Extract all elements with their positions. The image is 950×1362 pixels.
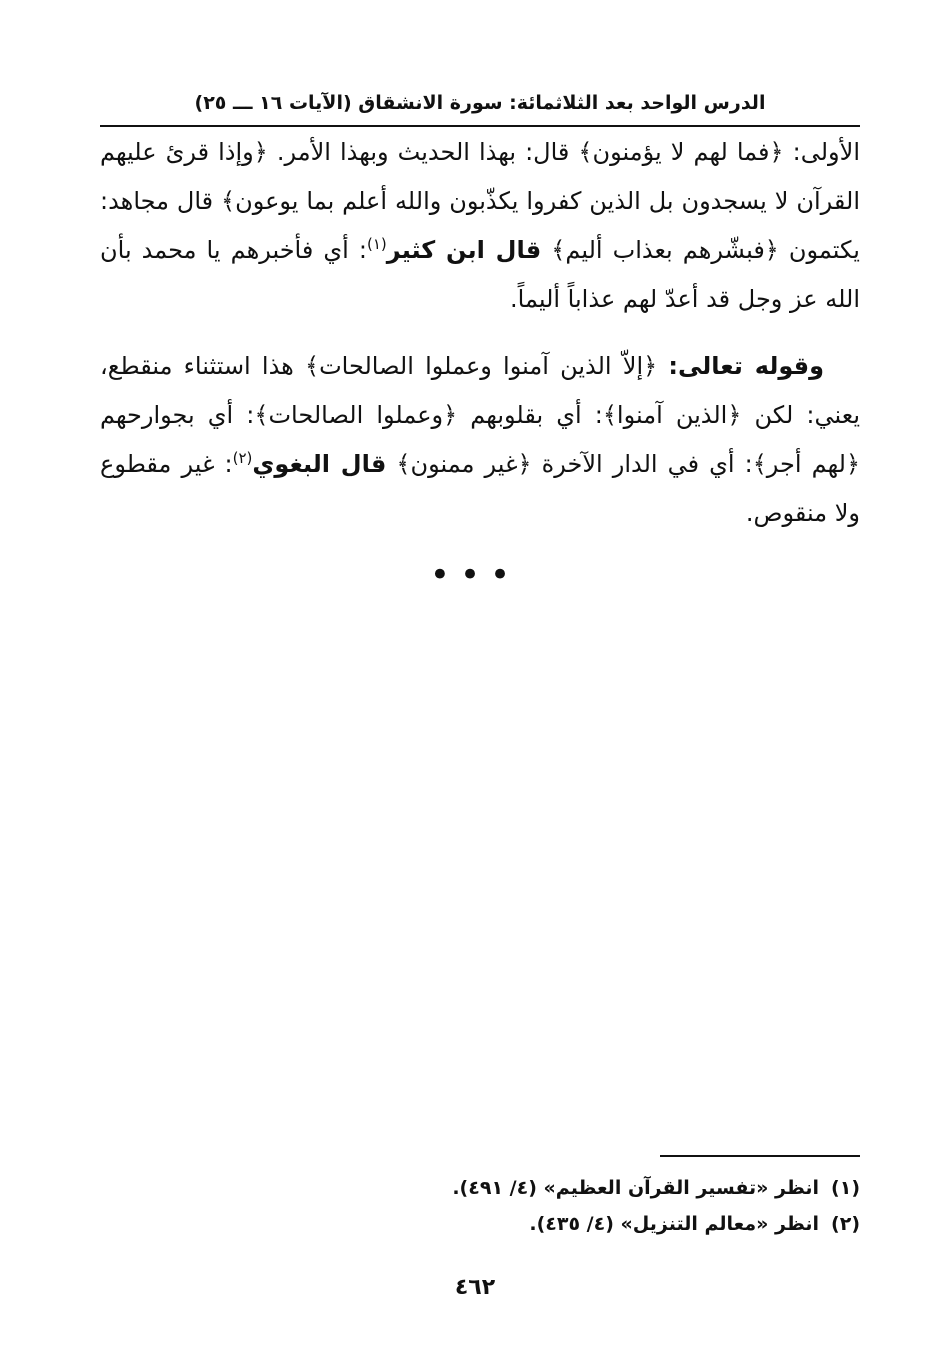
footnote-rule (660, 1155, 860, 1157)
header-rule (100, 125, 860, 127)
paragraph-2 (100, 342, 860, 538)
footnote-number: (١) (831, 1177, 860, 1199)
running-header: الدرس الواحد بعد الثلاثمائة: سورة الانشقاق (الآيات ١٦ ـــ ٢٥) (194, 92, 766, 114)
paragraph-1 (100, 128, 860, 324)
section-separator: ••• (429, 555, 521, 595)
body-text (100, 128, 860, 538)
paragraph-1-text-b: : أي فأخبرهم يا محمد بأن الله عز وجل قد أعدّ لهم عذاباً أليماً. (100, 236, 860, 313)
ibn-kathir-label: قال ابن كثير (386, 236, 542, 264)
footnote-ref-2: (٢) (232, 449, 253, 467)
footnote-text: انظر «تفسير القرآن العظيم» (٤/ ٤٩١). (452, 1177, 820, 1199)
footnotes (100, 1170, 860, 1242)
baghawi-label: قال البغوي (252, 450, 387, 478)
footnote-1 (100, 1170, 860, 1206)
footnote-2 (100, 1206, 860, 1242)
footnote-number: (٢) (831, 1213, 860, 1235)
paragraph-2-text-b: : غير مقطوع ولا منقوص. (100, 450, 860, 527)
verse-intro-label: وقوله تعالى: (668, 352, 825, 380)
footnote-ref-1: (١) (367, 235, 387, 253)
paragraph-2-text-a: ﴿إلاّ الذين آمنوا وعملوا الصالحات﴾ هذا استثناء منقطع، يعني: لكن ﴿الذين آمنوا﴾: أي بقلوبهم ﴿وعملوا الصالحات﴾: أي بجوارحهم ﴿لهم أجر﴾: أي في الدار الآخرة ﴿غير ممنون﴾ (100, 352, 860, 478)
paragraph-1-text-a: الأولى: ﴿فما لهم لا يؤمنون﴾ قال: بهذا الحديث وبهذا الأمر. ﴿وإذا قرئ عليهم القرآن لا يسجدون بل الذين كفروا يكذّبون والله أعلم بما يوعون﴾ قال مجاهد: يكتمون ﴿فبشّرهم بعذاب أليم﴾ (100, 138, 860, 264)
page-number: ٤٦٢ (454, 1275, 496, 1300)
footnote-text: انظر «معالم التنزيل» (٤/ ٤٣٥). (529, 1213, 820, 1235)
